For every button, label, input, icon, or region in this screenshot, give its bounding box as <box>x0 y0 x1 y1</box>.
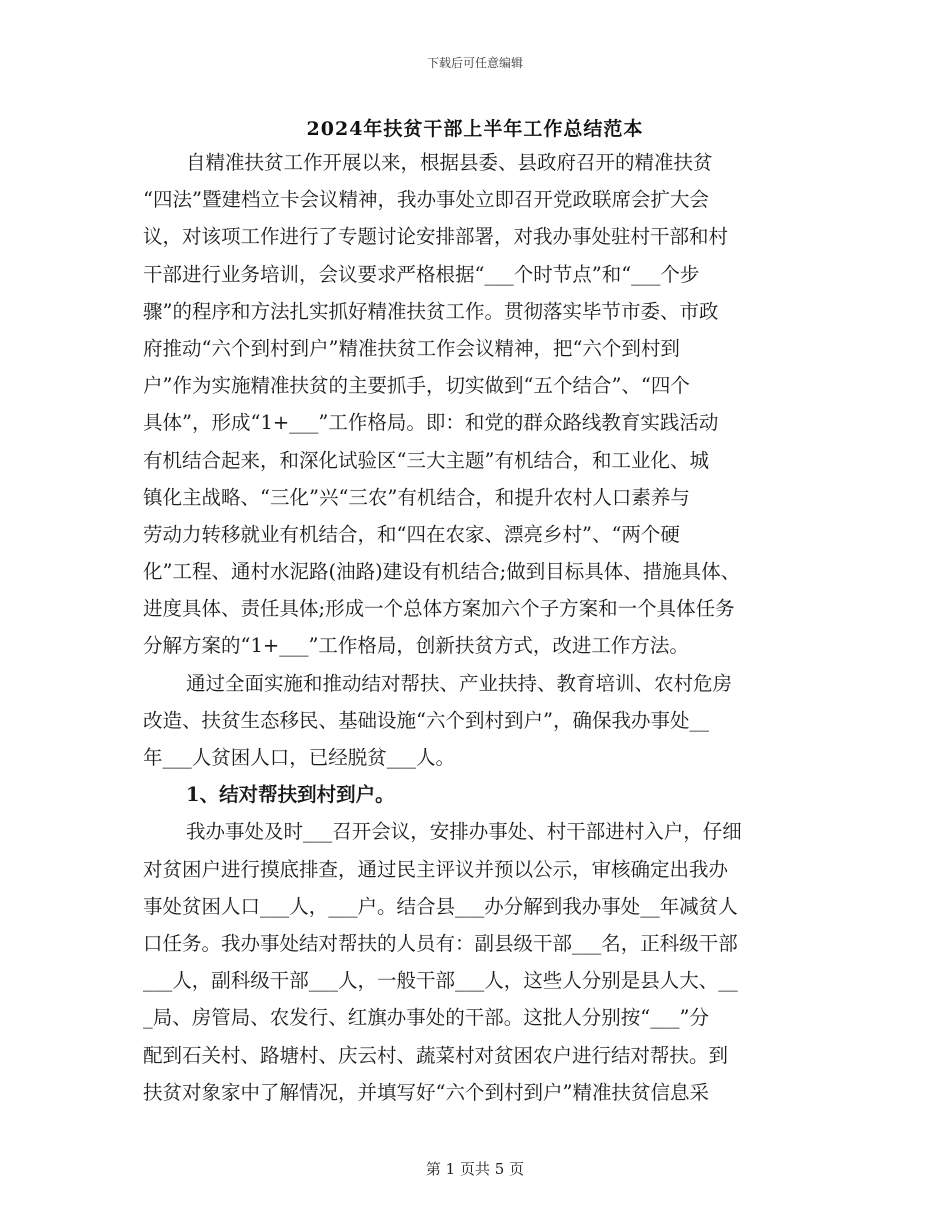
paragraph-line: 府推动“六个到村到户”精准扶贫工作会议精神，把“六个到村到 <box>143 336 680 360</box>
document-body <box>143 144 823 1111</box>
paragraph-line: _局、房管局、农发行、红旗办事处的干部。这批人分别按“___”分 <box>143 1006 709 1030</box>
paragraph-line: 扶贫对象家中了解情况，并填写好“六个到村到户”精准扶贫信息采 <box>143 1080 709 1104</box>
paragraph-line: “四法”暨建档立卡会议精神，我办事处立即召开党政联席会扩大会 <box>143 188 709 212</box>
paragraph-line: 干部进行业务培训，会议要求严格根据“___个时节点”和“___个步 <box>143 262 700 286</box>
paragraph-line: 事处贫困人口___人，___户。结合县___办分解到我办事处__年减贫人 <box>143 894 738 918</box>
paragraph-line: 年___人贫困人口，已经脱贫___人。 <box>143 746 456 769</box>
paragraph-line: 自精准扶贫工作开展以来，根据县委、县政府召开的精准扶贫 <box>186 151 713 174</box>
section-heading: 1、结对帮扶到村到户。 <box>186 783 395 807</box>
paragraph-line: 对贫困户进行摸底排查，通过民主评议并预以公示，审核确定出我办 <box>143 857 729 881</box>
paragraph-line: ___人，副科级干部___人，一般干部___人，这些人分别是县人大、__ <box>143 969 738 993</box>
paragraph-line: 通过全面实施和推动结对帮扶、产业扶持、教育培训、农村危房 <box>186 671 733 695</box>
paragraph-line: 骤”的程序和方法扎实抓好精准扶贫工作。贯彻落实毕节市委、市政 <box>143 299 719 323</box>
paragraph-line: 改造、扶贫生态移民、基础设施“六个到村到户”，确保我办事处__ <box>143 708 709 732</box>
document-title: 2024年扶贫干部上半年工作总结范本 <box>306 118 644 140</box>
paragraph-line: 我办事处及时___召开会议，安排办事处、村干部进村入户，仔细 <box>186 820 742 844</box>
paragraph-line: 口任务。我办事处结对帮扶的人员有：副县级干部___名，正科级干部 <box>143 931 738 955</box>
page-header-note: 下载后可任意编辑 <box>426 56 523 70</box>
page-number-footer: 第 1 页共 5 页 <box>425 1160 525 1178</box>
paragraph-line: 有机结合起来，和深化试验区“三大主题”有机结合，和工业化、城 <box>143 448 709 472</box>
paragraph-line: 化”工程、通村水泥路(油路)建设有机结合;做到目标具体、措施具体、 <box>143 560 741 584</box>
paragraph-line: 议，对该项工作进行了专题讨论安排部署，对我办事处驻村干部和村 <box>143 225 729 249</box>
paragraph-line: 分解方案的“1+___”工作格局，创新扶贫方式，改进工作方法。 <box>143 634 689 658</box>
paragraph-line: 户”作为实施精准扶贫的主要抓手，切实做到“五个结合”、“四个 <box>143 374 690 398</box>
paragraph-line: 配到石关村、路塘村、庆云村、蔬菜村对贫困农户进行结对帮扶。到 <box>143 1043 729 1067</box>
paragraph-line: 具体”，形成“1+___”工作格局。即：和党的群众路线教育实践活动 <box>143 411 719 435</box>
paragraph-line: 镇化主战略、“三化”兴“三农”有机结合，和提升农村人口素养与 <box>143 485 690 509</box>
paragraph-line: 劳动力转移就业有机结合，和“四在农家、漂亮乡村”、“两个硬 <box>143 522 680 546</box>
paragraph-line: 进度具体、责任具体;形成一个总体方案加六个子方案和一个具体任务 <box>143 597 735 621</box>
